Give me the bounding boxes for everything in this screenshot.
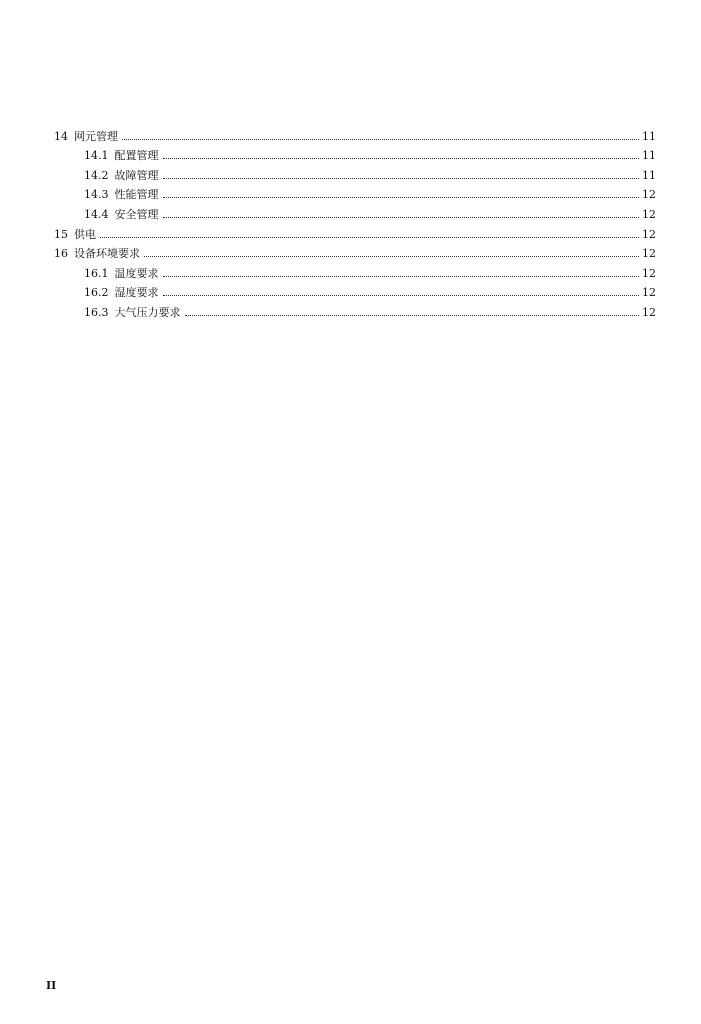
dot-leader xyxy=(144,256,639,257)
toc-entry[interactable] xyxy=(54,144,656,164)
dot-leader xyxy=(163,217,640,218)
toc-entry-page: 12 xyxy=(642,247,656,261)
toc-entry[interactable] xyxy=(54,202,656,222)
toc-entry-page: 12 xyxy=(642,266,656,280)
toc-entry-page: 11 xyxy=(642,168,656,182)
toc-entry[interactable] xyxy=(54,281,656,301)
toc-entry[interactable] xyxy=(54,242,656,262)
toc-entry-title: 网元管理 xyxy=(74,129,118,143)
toc-entry-title: 配置管理 xyxy=(114,149,159,163)
toc-entry[interactable] xyxy=(54,261,656,281)
toc-entry-page: 12 xyxy=(642,305,656,319)
dot-leader xyxy=(163,295,640,296)
toc-entry-page: 12 xyxy=(642,188,656,202)
toc-entry-number: 14 xyxy=(54,129,68,143)
toc-entry-title: 安全管理 xyxy=(114,207,159,221)
toc-entry-title: 故障管理 xyxy=(114,168,159,182)
toc-entry-number: 15 xyxy=(54,227,68,241)
toc-entry[interactable] xyxy=(54,163,656,183)
toc-entry-page: 12 xyxy=(642,227,656,241)
toc-entry-number: 16.1 xyxy=(84,266,109,280)
dot-leader xyxy=(163,276,640,277)
table-of-contents xyxy=(54,124,656,320)
toc-entry-number: 14.3 xyxy=(84,188,109,202)
dot-leader xyxy=(163,197,640,198)
toc-entry-number: 16.2 xyxy=(84,286,109,300)
toc-entry-title: 湿度要求 xyxy=(114,286,159,300)
toc-entry[interactable] xyxy=(54,222,656,242)
dot-leader xyxy=(163,178,640,179)
toc-entry-number: 14.4 xyxy=(84,207,109,221)
dot-leader xyxy=(122,139,639,140)
toc-entry-title: 性能管理 xyxy=(114,188,159,202)
toc-entry-number: 16 xyxy=(54,247,68,261)
toc-entry[interactable] xyxy=(54,183,656,203)
dot-leader xyxy=(163,158,640,159)
toc-entry-number: 14.1 xyxy=(84,149,109,163)
toc-entry-page: 11 xyxy=(642,149,656,163)
toc-entry-page: 11 xyxy=(642,129,656,143)
dot-leader xyxy=(185,315,640,316)
toc-entry-number: 16.3 xyxy=(84,305,109,319)
toc-entry[interactable] xyxy=(54,124,656,144)
footer-page-number: II xyxy=(46,979,57,992)
dot-leader xyxy=(100,237,639,238)
toc-entry-page: 12 xyxy=(642,207,656,221)
toc-entry-title: 温度要求 xyxy=(114,266,159,280)
toc-entry-title: 大气压力要求 xyxy=(114,305,181,319)
toc-entry-number: 14.2 xyxy=(84,168,109,182)
toc-entry-page: 12 xyxy=(642,286,656,300)
toc-entry[interactable] xyxy=(54,300,656,320)
toc-entry-title: 设备环境要求 xyxy=(74,247,140,261)
toc-entry-title: 供电 xyxy=(74,227,96,241)
